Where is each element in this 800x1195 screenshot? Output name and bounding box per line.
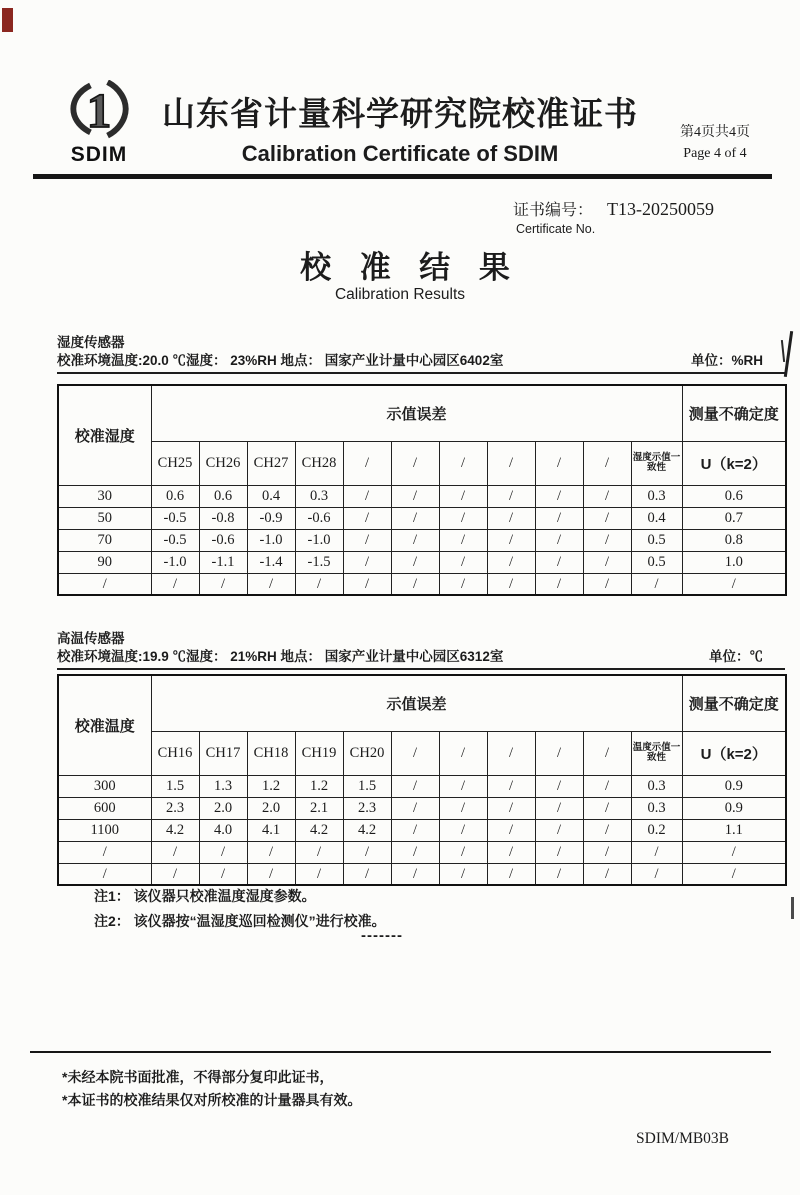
value-cell: 1.3 [199,775,247,797]
value-cell: 0.3 [631,485,682,507]
value-cell: 0.5 [631,529,682,551]
value-cell: / [151,863,199,885]
table-row [58,485,786,507]
value-cell: / [583,573,631,595]
value-cell: / [391,775,439,797]
value-cell: / [439,841,487,863]
value-cell: / [439,529,487,551]
value-cell: / [487,573,535,595]
value-cell: / [391,485,439,507]
value-cell: / [391,507,439,529]
uncertainty-header: 测量不确定度 [682,385,786,441]
value-cell: -0.5 [151,507,199,529]
uncertainty-header: 测量不确定度 [682,675,786,731]
footer-notes [62,1066,361,1111]
value-cell: / [631,841,682,863]
logo-text: SDIM [70,143,128,166]
value-cell: / [535,819,583,841]
value-cell: / [247,841,295,863]
value-cell: / [295,863,343,885]
environment-row-high-temp [57,645,785,670]
value-cell: / [682,841,786,863]
calibration-point-cell: / [58,841,151,863]
channel-header: / [439,731,487,775]
value-cell: / [631,573,682,595]
value-cell: -0.8 [199,507,247,529]
calibration-point-header: 校准湿度 [58,385,151,485]
value-cell: / [199,573,247,595]
value-cell: / [199,841,247,863]
value-cell: / [391,573,439,595]
value-cell: / [295,573,343,595]
sdim-logo [56,80,142,167]
certificate-number-value: T13-20250059 [607,199,715,219]
channel-header: CH20 [343,731,391,775]
u-k2-header: U（k=2） [682,731,786,775]
table-row [58,841,786,863]
value-cell: / [487,797,535,819]
value-cell: / [487,775,535,797]
channel-header: / [583,731,631,775]
table-subheader-row [58,441,786,485]
value-cell: 1.2 [295,775,343,797]
value-cell: 0.3 [295,485,343,507]
value-cell: / [343,863,391,885]
value-cell: / [391,529,439,551]
sensor-label-high-temp: 高温传感器 [57,631,125,646]
calibration-point-header: 校准温度 [58,675,151,775]
value-cell: / [487,863,535,885]
table-row [58,529,786,551]
value-cell: / [199,863,247,885]
environment-conditions: 校准环境温度:19.9 ℃湿度： 21%RH 地点： 国家产业计量中心园区6312室 [57,649,504,664]
value-cell: 0.8 [682,529,786,551]
unit-label: 单位：℃ [709,649,763,664]
value-cell: 0.3 [631,775,682,797]
results-title-zh: 校 准 结 果 [300,250,520,285]
channel-header: CH19 [295,731,343,775]
value-cell: / [391,863,439,885]
value-cell: / [535,841,583,863]
value-cell: / [487,819,535,841]
value-cell: 0.4 [247,485,295,507]
value-cell: / [247,863,295,885]
value-cell: 0.9 [682,775,786,797]
value-cell: / [535,573,583,595]
value-cell: / [583,529,631,551]
certificate-title-en: Calibration Certificate of SDIM [241,141,559,166]
value-cell: / [247,573,295,595]
value-cell: / [439,775,487,797]
high-temp-results-table [57,674,787,886]
value-cell: -1.1 [199,551,247,573]
channel-header: CH27 [247,441,295,485]
value-cell: / [487,841,535,863]
value-cell: / [151,573,199,595]
channel-header: CH17 [199,731,247,775]
table-row [58,551,786,573]
value-cell: / [391,819,439,841]
value-cell: 4.2 [151,819,199,841]
table-row [58,573,786,595]
channel-header: / [535,731,583,775]
value-cell: 4.2 [295,819,343,841]
unit-label: 单位：%RH [690,353,763,368]
value-cell: / [535,529,583,551]
value-cell: 1.5 [343,775,391,797]
value-cell: / [583,551,631,573]
value-cell: 1.5 [151,775,199,797]
value-cell: / [343,573,391,595]
channel-header: / [583,441,631,485]
value-cell: 0.2 [631,819,682,841]
value-cell: / [583,863,631,885]
value-cell: / [535,797,583,819]
value-cell: / [583,841,631,863]
value-cell: / [439,863,487,885]
value-cell: / [343,529,391,551]
value-cell: -0.6 [199,529,247,551]
value-cell: / [343,841,391,863]
value-cell: 2.0 [199,797,247,819]
value-cell: / [439,551,487,573]
consistency-header: 温度示值一致性 [631,731,682,775]
footer-note-1: *未经本院书面批准，不得部分复印此证书， [62,1069,334,1085]
value-cell: 4.2 [343,819,391,841]
value-cell: -0.6 [295,507,343,529]
channel-header: CH16 [151,731,199,775]
value-cell: / [391,841,439,863]
value-cell: 0.4 [631,507,682,529]
value-cell: 1.0 [682,551,786,573]
value-cell: / [535,863,583,885]
channel-header: / [487,441,535,485]
value-cell: -1.0 [295,529,343,551]
value-cell: / [391,797,439,819]
value-cell: / [583,797,631,819]
calibration-point-cell: 300 [58,775,151,797]
value-cell: 1.1 [682,819,786,841]
value-cell: 2.3 [343,797,391,819]
table-row [58,775,786,797]
calibration-point-cell: 1100 [58,819,151,841]
value-cell: / [487,551,535,573]
certificate-number-label: 证书编号： [513,202,594,219]
value-cell: 1.2 [247,775,295,797]
indication-error-header: 示值误差 [151,675,682,731]
value-cell: / [151,841,199,863]
value-cell: -0.5 [151,529,199,551]
certificate-number [513,197,714,220]
calibration-point-cell: 600 [58,797,151,819]
value-cell: / [535,507,583,529]
value-cell: / [583,819,631,841]
value-cell: 2.1 [295,797,343,819]
calibration-point-cell: / [58,863,151,885]
u-k2-header: U（k=2） [682,441,786,485]
indication-error-header: 示值误差 [151,385,682,441]
value-cell: 2.0 [247,797,295,819]
certificate-number-label-en: Certificate No. [516,222,596,236]
value-cell: / [583,485,631,507]
calibration-point-cell: 90 [58,551,151,573]
environment-row-humidity [57,349,785,374]
value-cell: -1.0 [151,551,199,573]
channel-header: CH28 [295,441,343,485]
humidity-results-table [57,384,787,596]
value-cell: / [343,551,391,573]
certificate-title-zh: 山东省计量科学研究院校准证书 [162,95,638,132]
table-row [58,797,786,819]
footer-note-2: *本证书的校准结果仅对所校准的计量器具有效。 [62,1091,362,1108]
value-cell: 0.3 [631,797,682,819]
consistency-header: 湿度示值一致性 [631,441,682,485]
scan-red-mark [2,8,13,32]
value-cell: / [535,485,583,507]
table-row [58,819,786,841]
channel-header: / [391,441,439,485]
value-cell: / [535,551,583,573]
svg-text:1: 1 [86,83,112,139]
end-dashes: ------- [361,927,403,944]
channel-header: CH25 [151,441,199,485]
value-cell: / [343,507,391,529]
value-cell: 2.3 [151,797,199,819]
notes [94,884,386,933]
table-row [58,863,786,885]
header-titles [140,88,660,167]
value-cell: / [391,551,439,573]
table-header-row [58,385,786,441]
footer-divider [30,1051,771,1053]
results-title-en: Calibration Results [334,286,466,303]
value-cell: / [583,507,631,529]
calibration-point-cell: / [58,573,151,595]
note-2: 注2： 该仪器按“温湿度巡回检测仪”进行校准。 [94,912,386,929]
value-cell: / [682,573,786,595]
table-row [58,507,786,529]
value-cell: 4.0 [199,819,247,841]
channel-header: / [343,441,391,485]
value-cell: / [535,775,583,797]
value-cell: / [487,507,535,529]
value-cell: 4.1 [247,819,295,841]
value-cell: 0.5 [631,551,682,573]
value-cell: / [682,863,786,885]
value-cell: -0.9 [247,507,295,529]
channel-header: CH18 [247,731,295,775]
value-cell: / [343,485,391,507]
table-subheader-row [58,731,786,775]
value-cell: 0.6 [151,485,199,507]
channel-header: / [487,731,535,775]
value-cell: 0.7 [682,507,786,529]
value-cell: / [439,507,487,529]
environment-conditions: 校准环境温度:20.0 ℃湿度： 23%RH 地点： 国家产业计量中心园区6402室 [57,353,504,368]
scan-edge-mark [791,897,794,919]
note-1: 注1： 该仪器只校准温度湿度参数。 [94,888,316,904]
form-code: SDIM/MB03B [636,1130,730,1147]
value-cell: / [583,775,631,797]
sdim-logo-icon [64,80,134,142]
value-cell: -1.5 [295,551,343,573]
value-cell: -1.0 [247,529,295,551]
value-cell: -1.4 [247,551,295,573]
value-cell: / [439,797,487,819]
sensor-label-humidity: 湿度传感器 [57,335,125,350]
channel-header: / [535,441,583,485]
channel-header: / [391,731,439,775]
value-cell: / [439,485,487,507]
calibration-point-cell: 70 [58,529,151,551]
value-cell: 0.6 [199,485,247,507]
table-header-row [58,675,786,731]
value-cell: / [295,841,343,863]
value-cell: / [487,529,535,551]
page-number [648,122,782,164]
value-cell: 0.6 [682,485,786,507]
channel-header: / [439,441,487,485]
page-number-zh: 第4页共4页 [680,125,750,140]
scan-pen-stroke [784,331,793,377]
value-cell: / [439,819,487,841]
page-number-en: Page 4 of 4 [683,146,747,161]
value-cell: / [631,863,682,885]
value-cell: / [439,573,487,595]
calibration-point-cell: 30 [58,485,151,507]
value-cell: / [487,485,535,507]
value-cell: 0.9 [682,797,786,819]
header-divider [33,174,772,179]
calibration-point-cell: 50 [58,507,151,529]
channel-header: CH26 [199,441,247,485]
